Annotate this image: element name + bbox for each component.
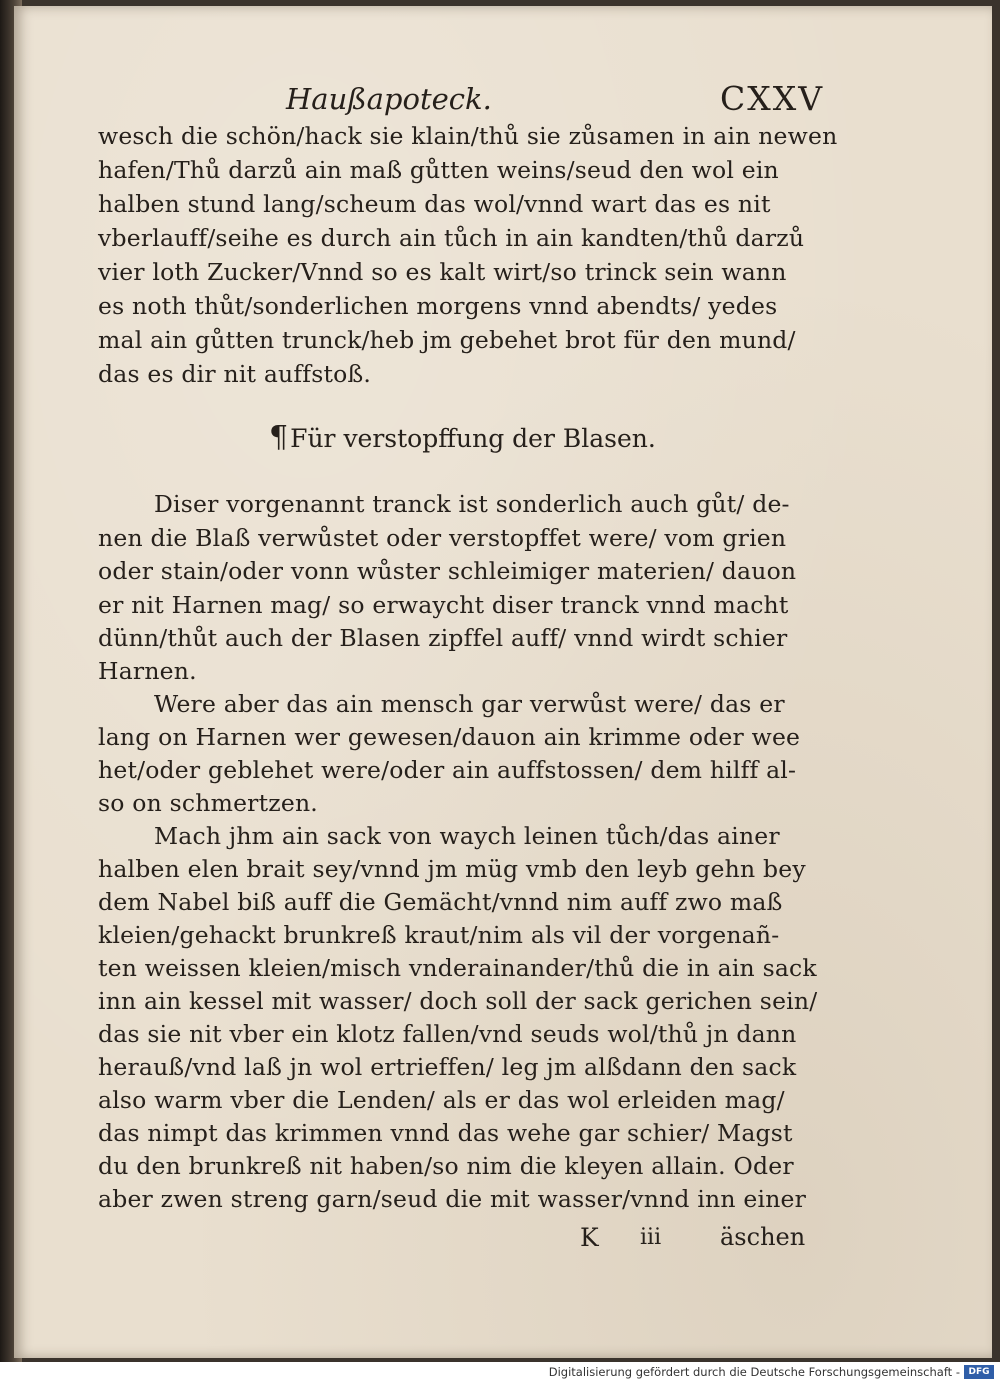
text-line: nen die Blaß verwůstet oder verstopffet were/ vom grien	[98, 524, 787, 552]
text-line: Diser vorgenannt tranck ist sonderlich auch gůt/ de-	[154, 490, 790, 518]
text-line: Mach jhm ain sack von waych leinen tůch/das ainer	[154, 822, 780, 850]
text-line: hafen/Thů darzů ain maß gůtten weins/seud den wol ein	[98, 156, 779, 184]
text-line: also warm vber die Lenden/ als er das wol erleiden mag/	[98, 1086, 785, 1114]
text-line: inn ain kessel mit wasser/ doch soll der sack gerichen sein/	[98, 987, 818, 1015]
folio-number: CXXV	[720, 79, 825, 118]
section-heading-text: Für verstopffung der Blasen.	[290, 424, 656, 453]
text-line: het/oder geblehet were/oder ain auffstossen/ dem hilff al-	[98, 756, 797, 784]
text-line: so on schmertzen.	[98, 789, 318, 817]
text-line: das sie nit vber ein klotz fallen/vnd seuds wol/thů jn dann	[98, 1020, 797, 1048]
text-line: mal ain gůtten trunck/heb jm gebehet brot für den mund/	[98, 326, 796, 354]
text-line: das es dir nit auffstoß.	[98, 360, 372, 388]
catchword: äschen	[720, 1223, 806, 1251]
signature-mark: K	[580, 1223, 599, 1252]
text-line: Were aber das ain mensch gar verwůst were/ das er	[154, 690, 785, 718]
text-line: halben stund lang/scheum das wol/vnnd wart das es nit	[98, 190, 771, 218]
running-title: Haußapoteck.	[286, 82, 492, 116]
section-heading	[269, 420, 656, 455]
dfg-logo: DFG	[964, 1365, 994, 1379]
signature-number: iii	[640, 1225, 662, 1250]
text-line: das nimpt das krimmen vnnd das wehe gar schier/ Magst	[98, 1119, 793, 1147]
text-line: dem Nabel biß auff die Gemächt/vnnd nim auff zwo maß	[98, 888, 783, 916]
text-line: Harnen.	[98, 657, 197, 685]
text-line: lang on Harnen wer gewesen/dauon ain krimme oder wee	[98, 723, 801, 751]
text-line: halben elen brait sey/vnnd jm müg vmb den leyb gehn bey	[98, 855, 806, 883]
text-line: wesch die schön/hack sie klain/thů sie zůsamen in ain newen	[98, 122, 838, 150]
footer-bar	[0, 1362, 1000, 1383]
text-line: er nit Harnen mag/ so erwaycht diser tranck vnnd macht	[98, 591, 789, 619]
text-line: vberlauff/seihe es durch ain tůch in ain kandten/thů darzů	[98, 224, 805, 252]
text-line: es noth thůt/sonderlichen morgens vnnd abendts/ yedes	[98, 292, 778, 320]
funding-note: Digitalisierung gefördert durch die Deutsche Forschungsgemeinschaft -	[548, 1365, 960, 1379]
text-line: kleien/gehackt brunkreß kraut/nim als vil der vorgenañ-	[98, 921, 780, 949]
text-line: aber zwen streng garn/seud die mit wasser/vnnd inn einer	[98, 1185, 807, 1213]
text-line: ten weissen kleien/misch vnderainander/thů die in ain sack	[98, 954, 817, 982]
book-page	[14, 6, 992, 1358]
text-line: herauß/vnd laß jn wol ertrieffen/ leg jm alßdann den sack	[98, 1053, 797, 1081]
text-line: vier loth Zucker/Vnnd so es kalt wirt/so trinck sein wann	[98, 258, 787, 286]
text-line: oder stain/oder vonn wůster schleimiger materien/ dauon	[98, 557, 797, 585]
text-line: dünn/thůt auch der Blasen zipffel auff/ vnnd wirdt schier	[98, 624, 788, 652]
text-line: du den brunkreß nit haben/so nim die kleyen allain. Oder	[98, 1152, 794, 1180]
paragraph-mark-icon: ¶	[269, 420, 289, 455]
